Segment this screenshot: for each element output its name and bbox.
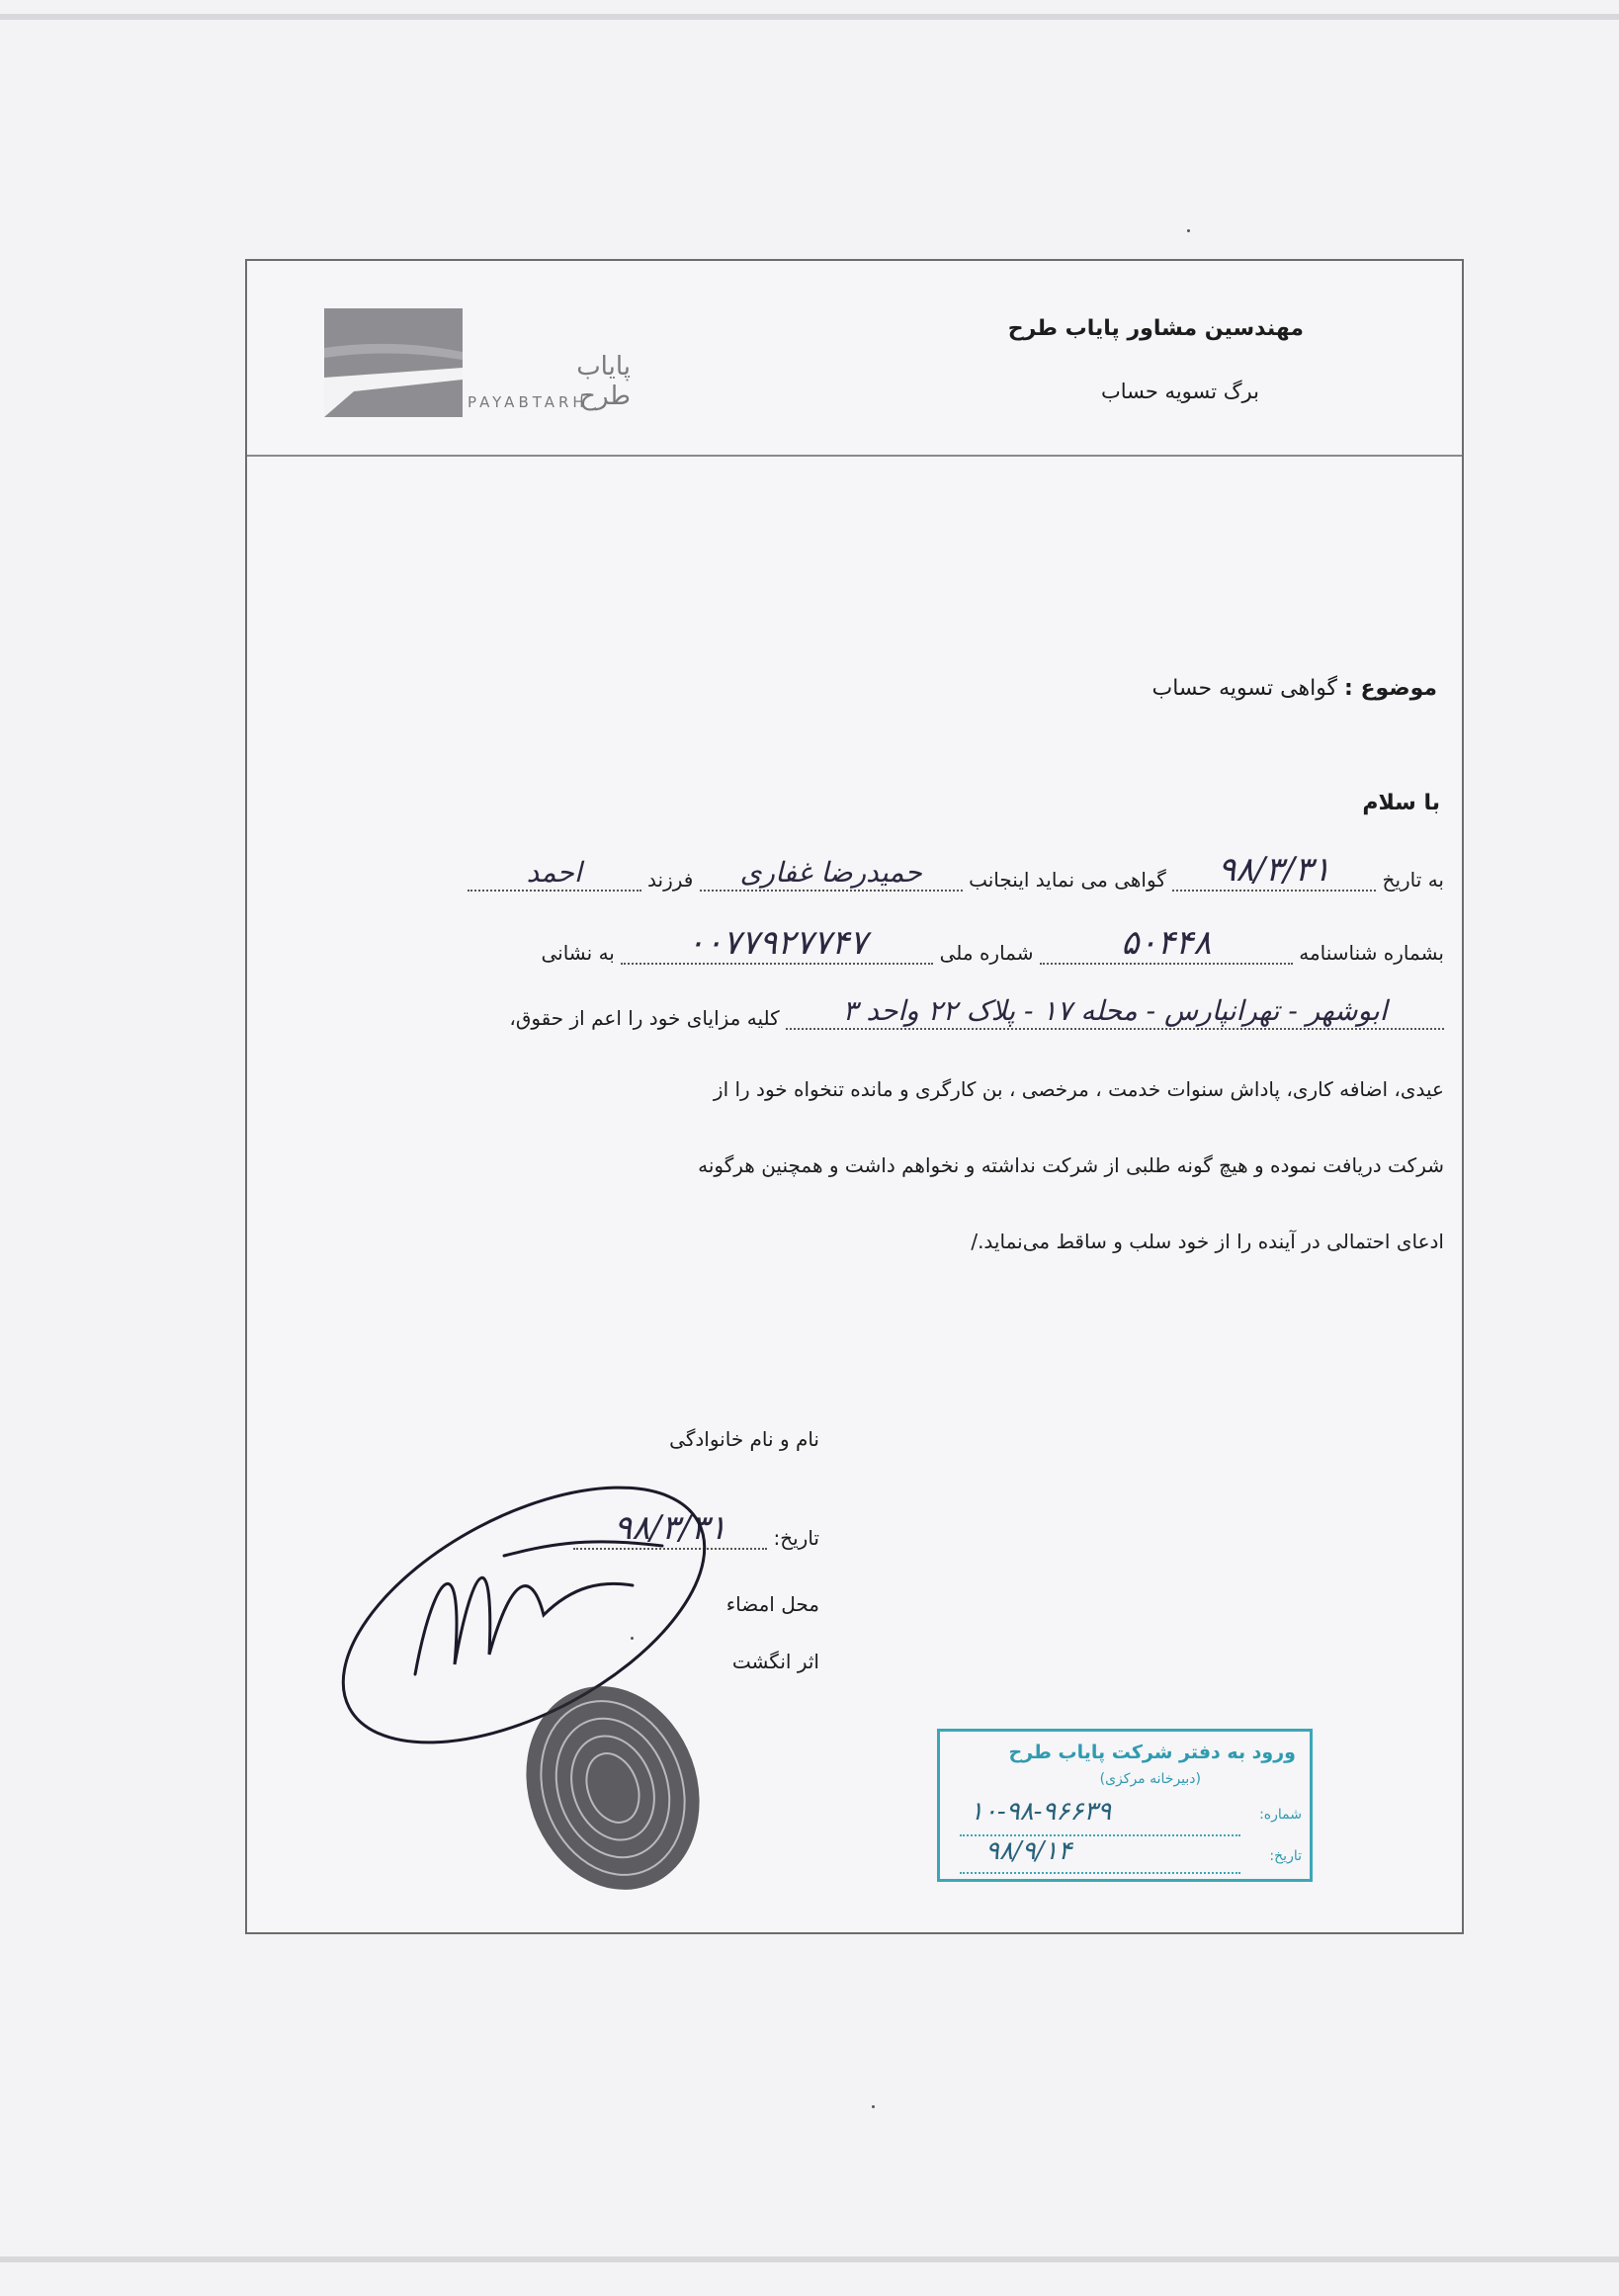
line3-part1: کلیه مزایای خود را اعم از حقوق، <box>509 1006 780 1030</box>
stamp-number-label: شماره: <box>1259 1807 1302 1823</box>
line2-part3: به نشانی <box>541 941 615 965</box>
company-name: مهندسین مشاور پایاب طرح <box>1007 316 1304 341</box>
father-name-handwritten: احمد <box>468 856 641 892</box>
sign-date-label: تاریخ: <box>773 1526 819 1550</box>
name-handwritten: حمیدرضا غفاری <box>700 856 963 892</box>
stamp-number-value: ۱۰-۹۸-۹۶۶۳۹ <box>970 1797 1112 1827</box>
stamp-date-label: تاریخ: <box>1269 1848 1302 1864</box>
line2-part1: بشماره شناسنامه <box>1299 941 1444 965</box>
line1-part2: گواهی می نماید اینجانب <box>969 868 1166 892</box>
scan-speck <box>1187 229 1190 232</box>
fingerprint-label: اثر انگشت <box>731 1650 819 1673</box>
scan-speck <box>872 2105 875 2108</box>
date-handwritten: ۹۸/۳/۳۱ <box>1172 850 1376 892</box>
logo-text-en: PAYABTARH <box>468 393 588 411</box>
settlement-form <box>245 259 1464 1934</box>
body-line-6: ادعای احتمالی در آینده را از خود سلب و ساقط می‌نماید./ <box>971 1230 1444 1253</box>
stamp-divider <box>960 1872 1240 1874</box>
signature-label: محل امضاء <box>725 1592 819 1616</box>
body-line-4: عیدی، اضافه کاری، پاداش سنوات خدمت ، مرخصی ، بن کارگری و مانده تنخواه خود را از <box>713 1077 1444 1101</box>
body-line-5: شرکت دریافت نموده و هیچ گونه طلبی از شرکت نداشته و نخواهم داشت و همچنین هرگونه <box>698 1153 1444 1177</box>
stamp-date-value: ۹۸/۹/۱۴ <box>985 1836 1072 1866</box>
stamp-subtitle: (دبیرخانه مرکزی) <box>1099 1771 1201 1787</box>
id-number-handwritten: ۵۰۴۴۸ <box>1040 923 1293 965</box>
stamp-title: ورود به دفتر شرکت پایاب طرح <box>1008 1742 1296 1763</box>
subject-label: موضوع : <box>1344 676 1437 701</box>
line1-part1: به تاریخ <box>1382 868 1444 892</box>
sign-date-handwritten: ۹۸/۳/۳۱ <box>573 1508 767 1550</box>
subject-text: گواهی تسویه حساب <box>1151 676 1338 701</box>
line1-part3: فرزند <box>647 868 694 892</box>
address-handwritten: ابوشهر - تهرانپارس - محله ۱۷ - پلاک ۲۲ واحد ۳ <box>786 994 1444 1030</box>
name-label: نام و نام خانوادگی <box>669 1427 819 1451</box>
logo-text-fa: پایاب طرح <box>576 352 631 411</box>
national-id-handwritten: ۰۰۷۷۹۲۷۷۴۷ <box>621 923 933 965</box>
scan-edge-top <box>0 14 1619 20</box>
greeting: با سلام <box>1362 791 1440 815</box>
line2-part2: شماره ملی <box>939 941 1034 965</box>
handwritten-signature <box>247 261 1466 1936</box>
receipt-stamp <box>937 1729 1313 1882</box>
scan-edge-bottom <box>0 2256 1619 2262</box>
form-title: برگ تسویه حساب <box>1101 380 1259 403</box>
scan-speck <box>631 1637 634 1640</box>
